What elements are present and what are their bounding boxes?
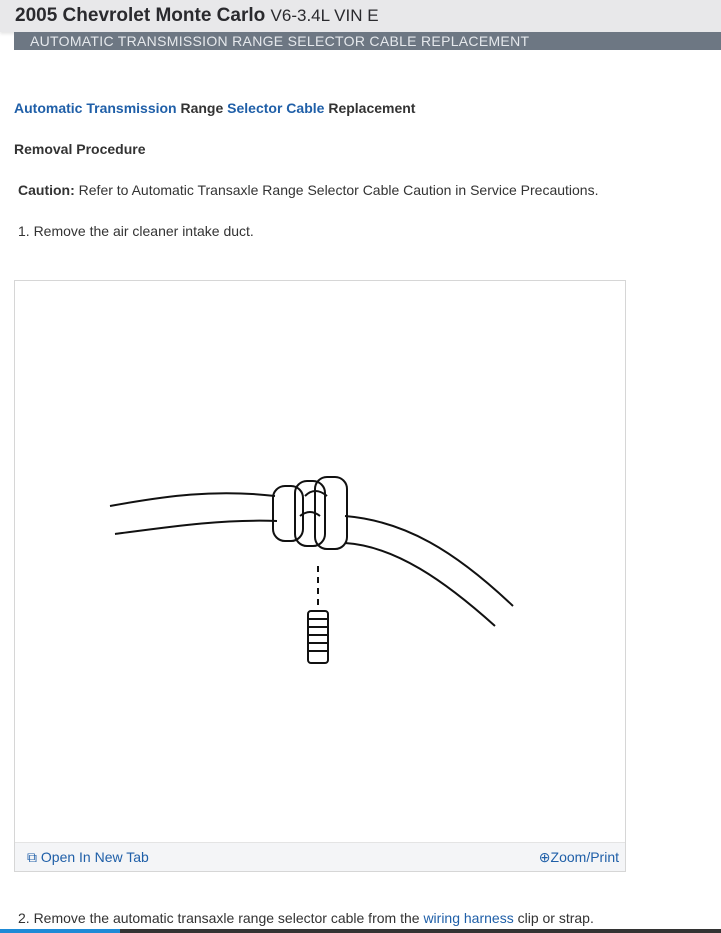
figure-toolbar <box>15 842 625 871</box>
vehicle-header <box>0 0 721 32</box>
caution-label: Caution: <box>18 182 75 198</box>
link-automatic-transmission[interactable]: Automatic Transmission <box>14 100 177 116</box>
open-new-tab-icon: ⧉ <box>27 849 37 865</box>
section-title: Removal Procedure <box>14 141 146 157</box>
banner-text: AUTOMATIC TRANSMISSION RANGE SELECTOR CABLE REPLACEMENT <box>30 33 530 49</box>
heading-text: Range <box>176 100 228 116</box>
progress-fill <box>0 929 120 933</box>
link-selector-cable[interactable]: Selector Cable <box>227 100 325 116</box>
open-label: Open In New Tab <box>40 849 149 865</box>
caution-note <box>18 182 598 198</box>
zoom-label: Zoom/Print <box>550 849 619 865</box>
step-1: 1. Remove the air cleaner intake duct. <box>18 223 254 239</box>
caution-text: Refer to Automatic Transaxle Range Selector Cable Caution in Service Precautions. <box>74 182 599 198</box>
zoom-print-button[interactable] <box>539 849 619 866</box>
step-2 <box>18 910 594 926</box>
link-wiring-harness[interactable]: wiring harness <box>423 910 514 926</box>
engine-label: V6-3.4L VIN E <box>270 6 379 25</box>
figure-panel <box>14 280 626 872</box>
page-heading <box>14 100 415 116</box>
zoom-in-icon: ⊕ <box>538 849 551 865</box>
vehicle-name: 2005 Chevrolet Monte Carlo <box>15 5 266 26</box>
heading-text: Replacement <box>324 100 416 116</box>
step-2-text-end: clip or strap. <box>513 910 594 926</box>
section-banner <box>14 32 721 50</box>
cable-illustration[interactable] <box>15 281 625 841</box>
step-2-text: 2. Remove the automatic transaxle range selector cable from the <box>18 910 424 926</box>
vehicle-title <box>15 5 379 27</box>
bottom-progress-bar <box>0 929 721 933</box>
open-new-tab-button[interactable] <box>27 849 149 866</box>
